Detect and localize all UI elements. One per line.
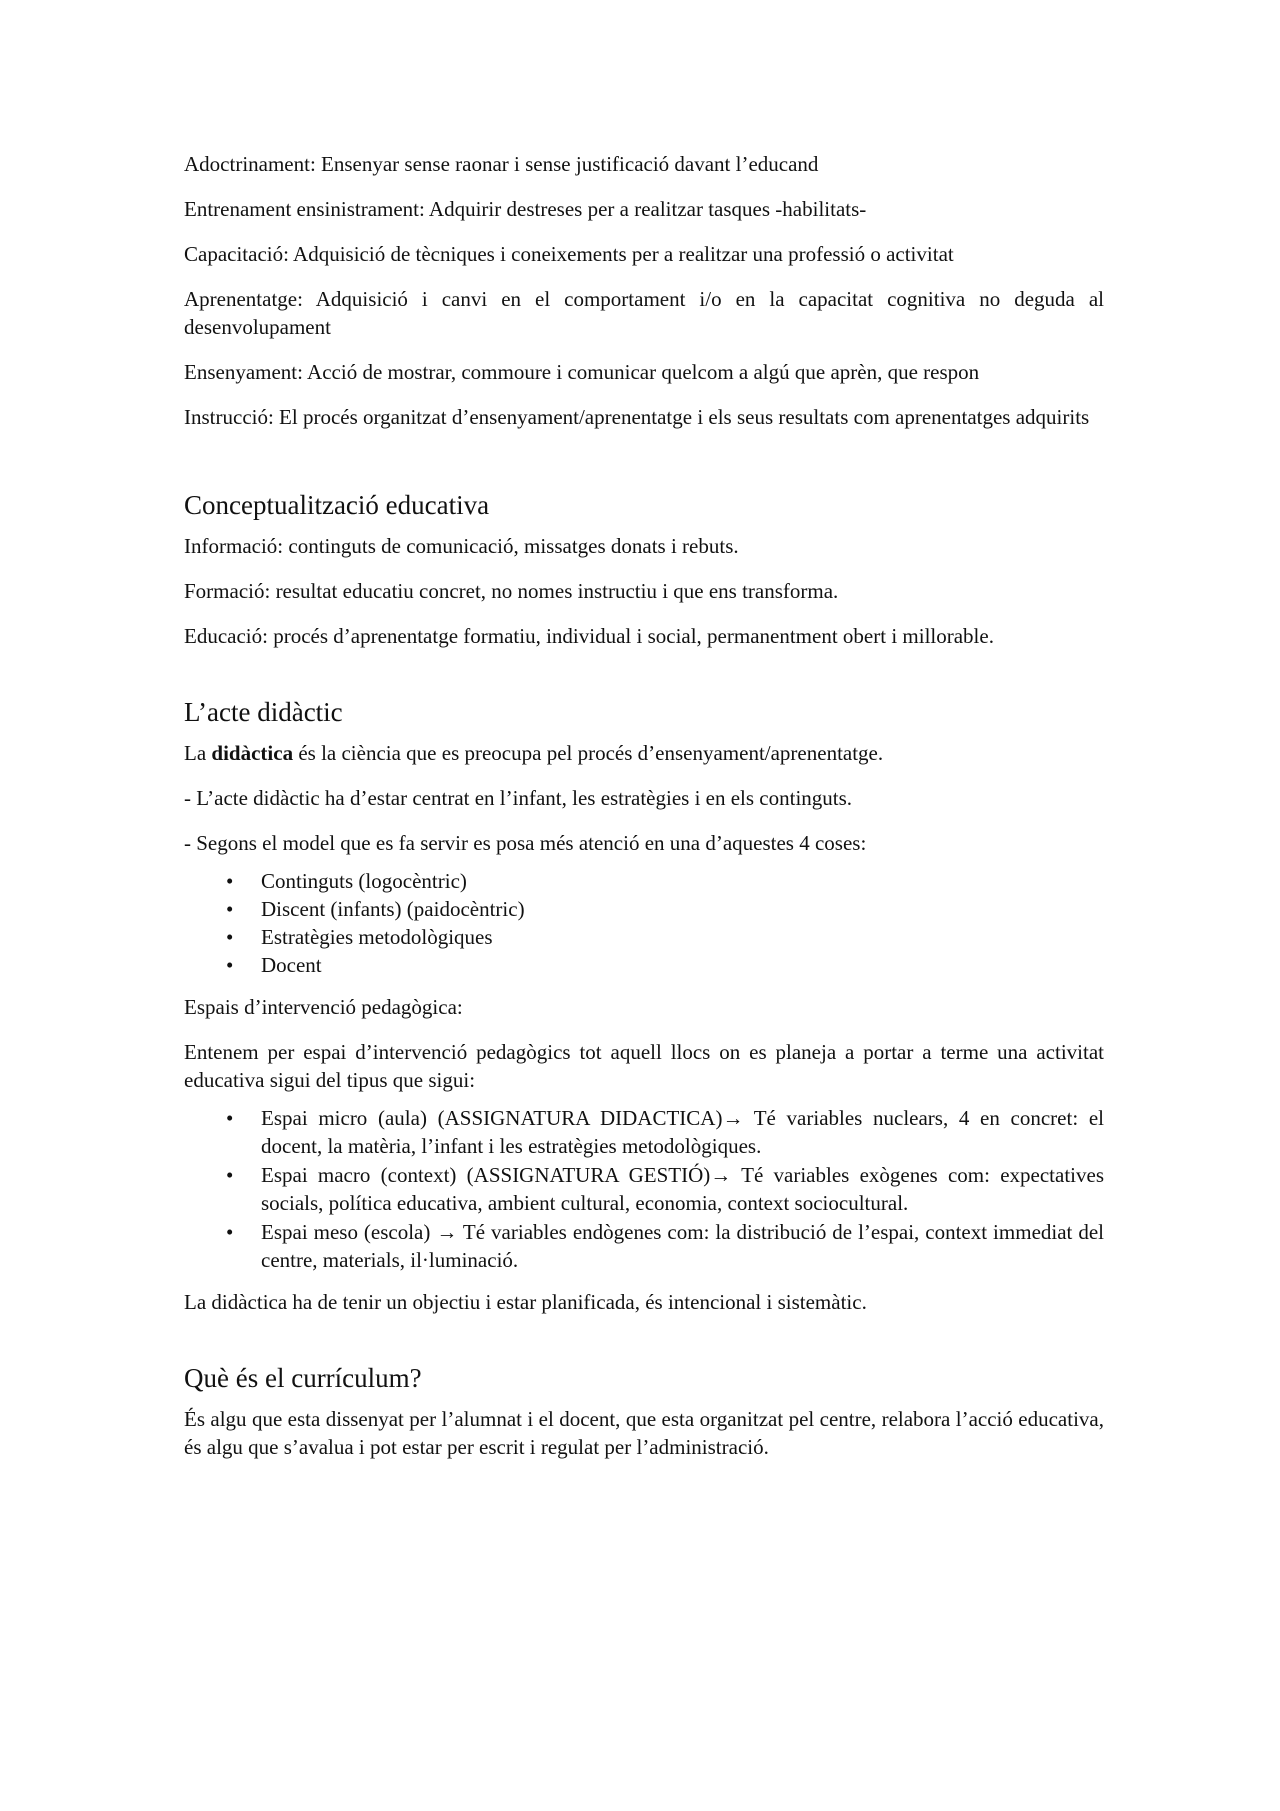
paragraph-didactica-intro: [184, 739, 1104, 767]
list-item: [184, 1104, 1104, 1160]
paragraph-formacio: Formació: resultat educatiu concret, no nomes instructiu i que ens transforma.: [184, 579, 839, 603]
paragraph-didactica-closing: La didàctica ha de tenir un objectiu i estar planificada, és intencional i sistemàtic.: [184, 1290, 867, 1314]
spaces-list: [184, 1104, 1104, 1274]
paragraph-espais-intro: Entenem per espai d’intervenció pedagògics tot aquell llocs on es planeja a portar a terme una activitat educativa sigui del tipus que sigui:: [184, 1040, 1104, 1092]
definition-ensenyament: Ensenyament: Acció de mostrar, commoure i comunicar quelcom a algú que aprèn, que respon: [184, 360, 980, 384]
bullet-glyph: •: [226, 897, 234, 921]
list-item: [184, 867, 1104, 895]
bullet-glyph: •: [226, 869, 234, 893]
list-item-text: Continguts (logocèntric): [261, 869, 467, 893]
definition-instruccio: Instrucció: El procés organitzat d’ensenyament/aprenentatge i els seus resultats com aprenentatges adquirits: [184, 405, 1090, 429]
list-item: [184, 951, 1104, 979]
list-item: [184, 923, 1104, 951]
list-item: [184, 1161, 1104, 1217]
bullet-glyph: •: [226, 953, 234, 977]
paragraph-acte-centrat: - L’acte didàctic ha d’estar centrat en l’infant, les estratègies i en els continguts.: [184, 786, 853, 810]
list-item-text: Estratègies metodològiques: [261, 925, 493, 949]
definition-aprenentatge: Aprenentatge: Adquisició i canvi en el comportament i/o en la capacitat cognitiva no deguda al desenvolupament: [184, 287, 1104, 339]
focus-list: [184, 867, 1104, 979]
spacer: [184, 1333, 1104, 1361]
definition-capacitacio: Capacitació: Adquisició de tècniques i coneixements per a realitzar una professió o activitat: [184, 242, 954, 266]
definition-adoctrinament: Adoctrinament: Ensenyar sense raonar i sense justificació davant l’educand: [184, 152, 819, 176]
heading-conceptualitzacio: Conceptualització educativa: [184, 490, 490, 520]
bullet-glyph: •: [226, 1163, 234, 1187]
document-page: [184, 150, 1104, 1478]
definition-entrenament: Entrenament ensinistrament: Adquirir destreses per a realitzar tasques -habilitats-: [184, 197, 867, 221]
intro-prefix: La: [184, 741, 212, 765]
list-item-text: Espai macro (context) (ASSIGNATURA GESTIÓ)→ Té variables exògenes com: expectatives socials, política educativa, ambient cultural, economia, context sociocultural.: [261, 1163, 1104, 1215]
list-item-text: Espai micro (aula) (ASSIGNATURA DIDACTICA)→ Té variables nuclears, 4 en concret: el docent, la matèria, l’infant i les estratègies metodològiques.: [261, 1106, 1104, 1158]
list-item-text: Espai meso (escola) → Té variables endògenes com: la distribució de l’espai, context immediat del centre, materials, il·luminació.: [261, 1220, 1104, 1272]
spacer: [184, 667, 1104, 695]
spacer: [184, 448, 1104, 488]
bullet-glyph: •: [226, 925, 234, 949]
list-item-text: Discent (infants) (paidocèntric): [261, 897, 525, 921]
heading-curriculum: Què és el currículum?: [184, 1363, 422, 1393]
list-item-text: Docent: [261, 953, 322, 977]
bullet-glyph: •: [226, 1220, 234, 1244]
paragraph-curriculum: És algu que esta dissenyat per l’alumnat i el docent, que esta organitzat pel centre, relabora l’acció educativa, és algu que s’avalua i pot estar per escrit i regulat per l’administració.: [184, 1407, 1104, 1459]
intro-suffix: és la ciència que es preocupa pel procés d’ensenyament/aprenentatge.: [293, 741, 884, 765]
list-item: [184, 895, 1104, 923]
paragraph-model: - Segons el model que es fa servir es posa més atenció en una d’aquestes 4 coses:: [184, 831, 867, 855]
list-item: [184, 1218, 1104, 1274]
bullet-glyph: •: [226, 1106, 234, 1130]
intro-bold-term: didàctica: [211, 741, 294, 765]
paragraph-espais-title: Espais d’intervenció pedagògica:: [184, 995, 463, 1019]
heading-acte-didactic: L’acte didàctic: [184, 697, 343, 727]
paragraph-educacio: Educació: procés d’aprenentatge formatiu, individual i social, permanentment obert i millorable.: [184, 624, 994, 648]
paragraph-informacio: Informació: continguts de comunicació, missatges donats i rebuts.: [184, 534, 739, 558]
